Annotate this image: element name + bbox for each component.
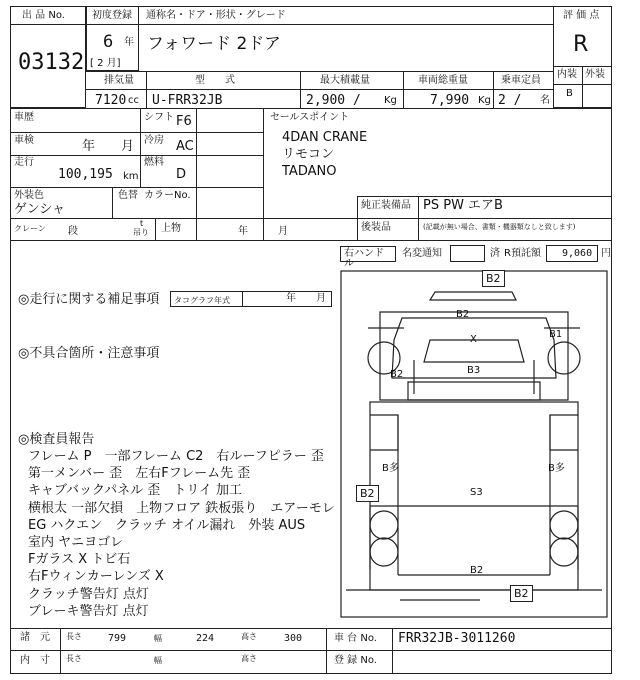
first-reg-label: 初度登録 bbox=[92, 10, 132, 21]
interior-score: B bbox=[566, 88, 573, 99]
right-handle-label: 右ハンドル bbox=[340, 246, 396, 262]
r-deposit-label: R預託額 bbox=[504, 248, 541, 259]
inspector-lines bbox=[28, 448, 338, 620]
inspector-line: EG ハクエン クラッチ オイル漏れ 外装 AUS bbox=[28, 517, 306, 533]
sales-point-2: リモコン bbox=[282, 147, 335, 162]
ac-value: AC bbox=[176, 139, 194, 154]
damage-mark-left-b2: B2 bbox=[390, 369, 404, 380]
damage-mark-s3: S3 bbox=[470, 487, 483, 498]
equipment-value: PS PW エアB bbox=[423, 198, 503, 213]
damage-mark-b3: B3 bbox=[467, 365, 481, 376]
history-label: 車歴 bbox=[14, 112, 34, 123]
tachograph-value: 年 月 bbox=[286, 293, 326, 304]
max-load-label: 最大積載量 bbox=[320, 75, 370, 86]
color-change-label: 色替 bbox=[118, 190, 138, 201]
capacity-label: 乗車定員 bbox=[501, 75, 541, 86]
capacity-unit: 名 bbox=[540, 95, 550, 106]
color-label: 外装色 bbox=[14, 190, 44, 201]
model-code: U-FRR32JB bbox=[152, 93, 223, 108]
interior-label: 内装 bbox=[557, 69, 577, 80]
height-label: 高さ bbox=[241, 632, 257, 641]
width-value: 224 bbox=[196, 633, 215, 644]
gross-weight-label: 車両総重量 bbox=[418, 75, 468, 86]
damage-mark-left-btaa: B多 bbox=[382, 463, 399, 474]
max-load-value: 2,900 / bbox=[306, 93, 361, 108]
lot-no-value: 03132 bbox=[18, 50, 85, 75]
damage-mark-top-b2: B2 bbox=[482, 270, 505, 287]
circle-char: 済 bbox=[490, 248, 500, 259]
color-value: ゲンシャ bbox=[14, 202, 66, 217]
sales-point-1: 4DAN CRANE bbox=[282, 130, 368, 145]
inspector-line: 横根太 一部欠損 上物フロア 鉄板張り エアーモレ bbox=[28, 500, 335, 516]
inspector-line: 室内 ヤニヨゴレ bbox=[28, 535, 124, 551]
equipment-label: 純正装備品 bbox=[361, 200, 411, 211]
inspector-line: フレーム P 一部フレーム C2 右ルーフピラー 歪 bbox=[28, 449, 324, 464]
length-value: 799 bbox=[108, 633, 127, 644]
mileage-unit: km bbox=[123, 171, 139, 182]
crane-dan: 段 bbox=[68, 226, 78, 237]
ac-label: 冷房 bbox=[144, 135, 164, 146]
reg-no-label: 登 録 No. bbox=[334, 655, 377, 666]
post-equipment-note: (記載が無い場合、書類・機器類なしと致します) bbox=[423, 223, 576, 231]
damage-mark-b1: B1 bbox=[549, 329, 563, 340]
damage-mark-cab-x: X bbox=[470, 334, 477, 345]
damage-mark-bottom-b2: B2 bbox=[510, 585, 533, 602]
in-height-label: 高さ bbox=[241, 654, 257, 663]
travel-title: ◎走行に関する補足事項 bbox=[18, 292, 160, 307]
tachograph-label: タコグラフ年式 bbox=[174, 296, 230, 305]
interior-dims-label: 内 寸 bbox=[20, 655, 50, 666]
lift-value: 年 月 bbox=[238, 226, 288, 237]
lift-label: 上物 bbox=[161, 223, 181, 234]
score-label: 評 価 点 bbox=[563, 10, 600, 21]
sales-points-label: セールスポイント bbox=[270, 112, 350, 123]
in-width-label: 幅 bbox=[154, 656, 162, 665]
inspector-title: ◎検査員報告 bbox=[18, 432, 95, 447]
color-no-label: カラーNo. bbox=[144, 190, 191, 201]
dims-label: 諸 元 bbox=[20, 632, 50, 643]
sales-point-3: TADANO bbox=[282, 164, 337, 179]
shift-value: F6 bbox=[176, 114, 192, 129]
model-name: フォワード 2ドア bbox=[147, 34, 281, 54]
mileage-value: 100,195 bbox=[58, 167, 113, 182]
yen-label: 円 bbox=[601, 248, 611, 259]
crane-label: クレーン bbox=[14, 224, 46, 233]
vehicle-diagram bbox=[340, 270, 608, 618]
inspector-line: キャブバックパネル 歪 トリイ 加工 bbox=[28, 483, 243, 499]
inspector-line: クラッチ警告灯 点灯 bbox=[28, 586, 149, 602]
damage-mark-cab-b2: B2 bbox=[456, 309, 470, 320]
chassis-label: 車 台 No. bbox=[334, 633, 377, 644]
length-label: 長さ bbox=[66, 632, 82, 641]
fuel-value: D bbox=[176, 167, 187, 182]
reg-year-unit: 年 bbox=[124, 37, 134, 48]
crane-hang: 吊り bbox=[133, 228, 149, 237]
model-code-label: 型 式 bbox=[195, 75, 235, 86]
defect-title: ◎不具合箇所・注意事項 bbox=[18, 346, 160, 361]
height-value: 300 bbox=[284, 633, 303, 644]
crane-t: t bbox=[140, 219, 144, 228]
inspector-line: Fガラス X トビ石 bbox=[28, 552, 131, 568]
r-deposit-value: 9,060 bbox=[562, 248, 593, 259]
displacement-value: 7120 bbox=[95, 93, 127, 108]
capacity-value: 2 / bbox=[498, 93, 522, 108]
inspection-label: 車検 bbox=[14, 135, 34, 146]
inspector-line: 右Fウィンカーレンズ X bbox=[28, 569, 164, 585]
gross-weight-unit: Kg bbox=[478, 95, 491, 106]
damage-mark-side-b2: B2 bbox=[356, 485, 379, 502]
name-notice-box bbox=[450, 245, 485, 262]
score-value: R bbox=[573, 32, 589, 57]
post-equipment-label: 後装品 bbox=[361, 222, 391, 233]
reg-year: 6 bbox=[103, 32, 114, 52]
name-notice-label: 名変通知 bbox=[402, 248, 442, 259]
inspector-line: ブレーキ警告灯 点灯 bbox=[28, 603, 149, 619]
gross-weight-value: 7,990 bbox=[430, 93, 470, 108]
lot-no-label: 出 品 No. bbox=[22, 10, 65, 21]
in-length-label: 長さ bbox=[66, 654, 82, 663]
damage-mark-right-btaa: B多 bbox=[548, 463, 565, 474]
displacement-label: 排気量 bbox=[104, 75, 134, 86]
width-label: 幅 bbox=[154, 634, 162, 643]
chassis-value: FRR32JB-3011260 bbox=[398, 631, 516, 646]
damage-mark-rear-b2: B2 bbox=[470, 565, 484, 576]
shift-label: シフト bbox=[144, 112, 174, 123]
inspector-line: 第一メンバー 歪 左右Fフレーム先 歪 bbox=[28, 466, 251, 482]
max-load-unit: Kg bbox=[384, 95, 397, 106]
reg-month: [ 2 月] bbox=[90, 58, 121, 69]
displacement-unit: cc bbox=[128, 95, 139, 106]
inspection-value: 年 月 bbox=[82, 139, 135, 154]
model-grade-label: 通称名・ドア・形状・グレード bbox=[146, 10, 286, 21]
mileage-label: 走行 bbox=[14, 157, 34, 168]
exterior-label: 外装 bbox=[585, 69, 605, 80]
fuel-label: 燃料 bbox=[144, 157, 164, 168]
